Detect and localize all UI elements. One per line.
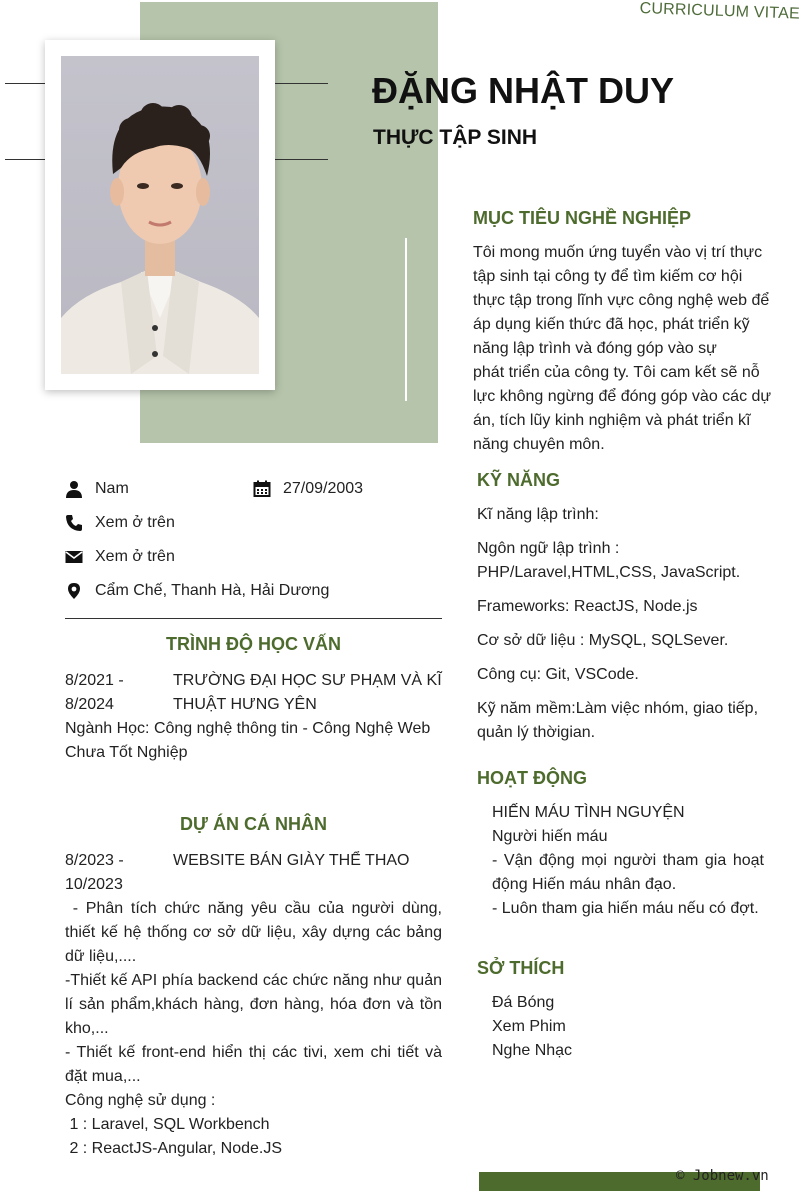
objective-line: án, tích lũy kinh nghiệm và phát triển kĩ xyxy=(473,412,751,429)
objective-line: lực không ngừng để đóng góp vào các dự xyxy=(473,388,772,405)
email-row xyxy=(65,545,365,569)
objective-line: thực tập trong lĩnh vực công nghệ web để xyxy=(473,292,770,309)
objective-line: phát triển của công ty. Tôi cam kết sẽ nỗ xyxy=(473,364,760,381)
project-name: WEBSITE BÁN GIÀY THỂ THAO xyxy=(173,852,410,869)
project-desc-3: - Thiết kế front-end hiển thị các tivi, xem chi tiết và đặt mua,... xyxy=(65,1044,442,1085)
objective-line: áp dụng kiến thức đã học, phát triển kỹ xyxy=(473,316,750,333)
hobby-item: Nghe Nhạc xyxy=(492,1042,573,1059)
address-row xyxy=(65,579,435,603)
education-period-start: 8/2021 - xyxy=(65,672,124,689)
projects-title: DỰ ÁN CÁ NHÂN xyxy=(180,814,327,834)
vertical-divider xyxy=(405,238,407,401)
cv-label: CURRICULUM VITAE xyxy=(639,0,800,23)
projects-section xyxy=(65,849,447,1161)
hobby-item: Xem Phim xyxy=(492,1018,566,1035)
education-major: Ngành Học: Công nghệ thông tin - Công Nghệ Web xyxy=(65,720,431,737)
project-tech-1: 1 : Laravel, SQL Workbench xyxy=(65,1116,270,1133)
project-desc-2: -Thiết kế API phía backend các chức năng như quản lí sản phẩm,khách hàng, đơn hàng, hóa đơn và tồn kho,... xyxy=(65,972,442,1037)
hobbies-list xyxy=(492,991,764,1063)
mail-icon xyxy=(65,548,83,566)
phone-row xyxy=(65,511,365,535)
skills-database: Cơ sở dữ liệu : MySQL, SQLSever. xyxy=(477,632,729,649)
project-tech-2: 2 : ReactJS-Angular, Node.JS xyxy=(65,1140,282,1157)
birthdate-value: 27/09/2003 xyxy=(283,480,364,497)
project-period-start: 8/2023 - xyxy=(65,852,124,869)
profile-photo xyxy=(61,56,259,374)
skills-languages: Ngôn ngữ lập trình : PHP/Laravel,HTML,CSS, JavaScript. xyxy=(477,540,741,581)
objective-title: MỤC TIÊU NGHỀ NGHIỆP xyxy=(473,208,692,228)
birthdate-row xyxy=(253,477,443,501)
skills-title: KỸ NĂNG xyxy=(477,470,561,490)
education-period-end: 8/2024 xyxy=(65,696,114,713)
education-section xyxy=(65,669,442,765)
education-title: TRÌNH ĐỘ HỌC VẤN xyxy=(166,634,341,654)
project-period-end: 10/2023 xyxy=(65,876,123,893)
activity-desc-2: - Luôn tham gia hiến máu nếu có đợt. xyxy=(492,900,759,917)
activities-section xyxy=(492,801,764,921)
person-icon xyxy=(65,480,83,498)
hobby-item: Đá Bóng xyxy=(492,994,555,1011)
calendar-icon xyxy=(253,480,271,498)
activity-name: HIẾN MÁU TÌNH NGUYỆN xyxy=(492,804,685,821)
skills-soft: Kỹ năm mềm:Làm việc nhóm, giao tiếp, quản lý thờigian. xyxy=(477,700,759,741)
skills-tools: Công cụ: Git, VSCode. xyxy=(477,666,639,683)
email-value: Xem ở trên xyxy=(95,548,175,565)
activities-title: HOẠT ĐỘNG xyxy=(477,768,587,788)
footer-credit: © Jobnew.vn xyxy=(676,1168,769,1184)
objective-line: tập sinh tại công ty để tìm kiếm cơ hội xyxy=(473,268,743,285)
candidate-name: ĐẶNG NHẬT DUY xyxy=(372,70,674,111)
phone-icon xyxy=(65,514,83,532)
activity-role: Người hiến máu xyxy=(492,828,608,845)
location-pin-icon xyxy=(65,582,83,600)
objective-line: năng chuyên môn. xyxy=(473,436,605,453)
info-divider xyxy=(65,618,442,619)
skills-section xyxy=(477,503,777,745)
gender-value: Nam xyxy=(95,480,129,497)
skills-frameworks: Frameworks: ReactJS, Node.js xyxy=(477,598,698,615)
objective-line: Tôi mong muốn ứng tuyển vào vị trí thực xyxy=(473,244,763,261)
project-tech-title: Công nghệ sử dụng : xyxy=(65,1092,216,1109)
profile-photo-frame xyxy=(45,40,275,390)
candidate-role: THỰC TẬP SINH xyxy=(373,126,538,149)
gender-row xyxy=(65,477,265,501)
education-status: Chưa Tốt Nghiệp xyxy=(65,744,188,761)
project-desc-1: - Phân tích chức năng yêu cầu của người dùng, thiết kế hệ thống cơ sở dữ liệu, xây dựng các bảng dữ liệu,.... xyxy=(65,900,447,965)
phone-value: Xem ở trên xyxy=(95,514,175,531)
education-school-line1: TRƯỜNG ĐẠI HỌC SƯ PHẠM VÀ KĨ xyxy=(173,672,442,689)
hobbies-title: SỞ THÍCH xyxy=(477,958,565,978)
skills-programming: Kĩ năng lập trình: xyxy=(477,506,599,523)
activity-desc-1: - Vận động mọi người tham gia hoạt động Hiến máu nhân đạo. xyxy=(492,852,764,893)
objective-text xyxy=(473,241,795,457)
education-school-line2: THUẬT HƯNG YÊN xyxy=(173,696,317,713)
address-value: Cẩm Chế, Thanh Hà, Hải Dương xyxy=(95,582,330,599)
objective-line: năng lập trình và đóng góp vào sự xyxy=(473,340,717,357)
